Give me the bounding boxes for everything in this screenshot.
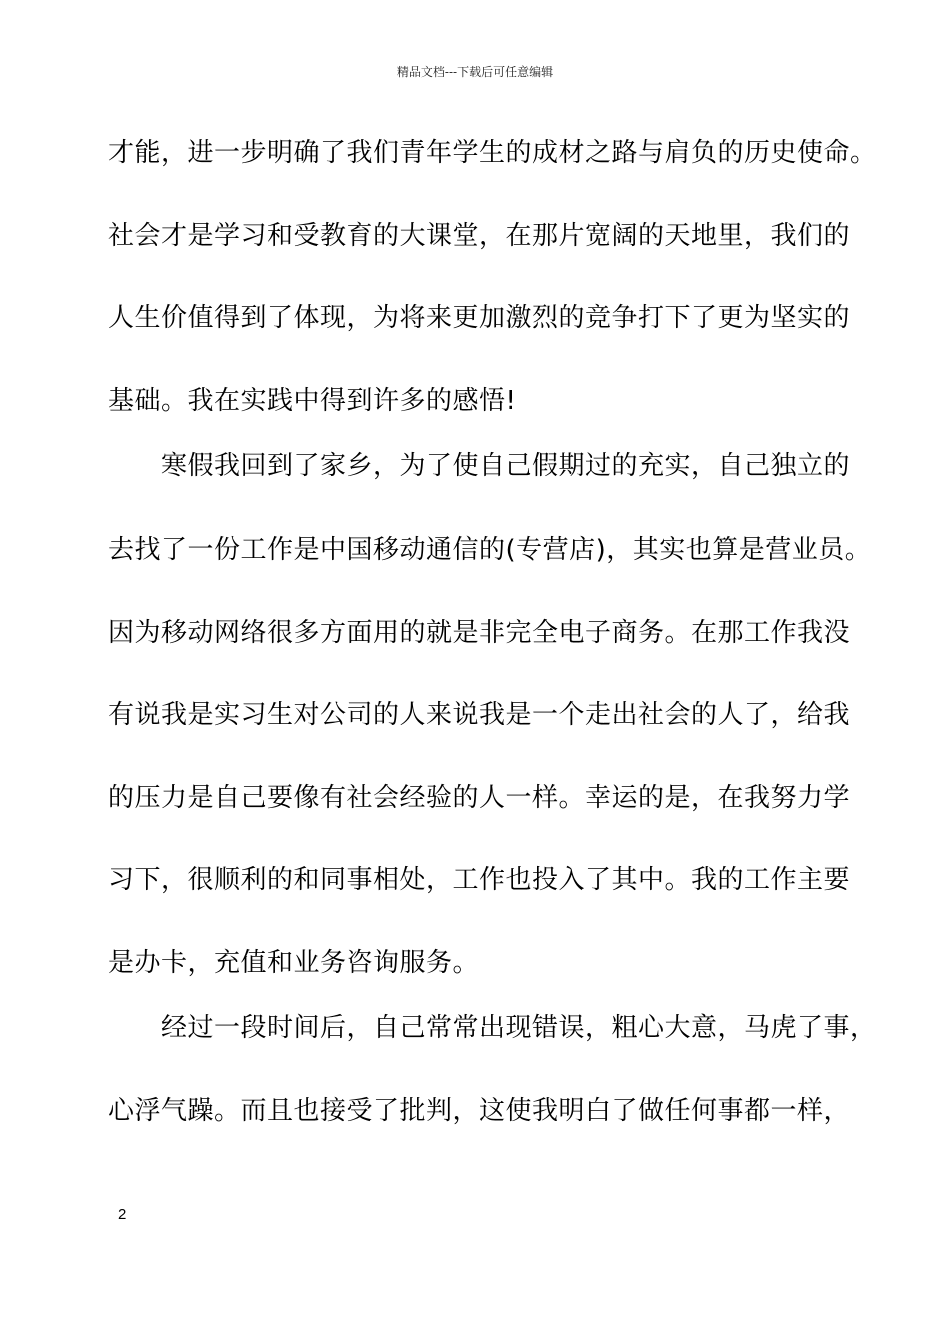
text-line: 有说我是实习生对公司的人来说我是一个走出社会的人了，给我: [108, 700, 851, 730]
text-line: 习下，很顺利的和同事相处，工作也投入了其中。我的工作主要: [108, 865, 851, 895]
text-line: 才能，进一步明确了我们青年学生的成材之路与肩负的历史使命。: [108, 138, 877, 168]
page-number: 2: [118, 1206, 127, 1223]
text-line: 基础。我在实践中得到许多的感悟!: [108, 386, 517, 416]
text-line: 是办卡，充值和业务咨询服务。: [108, 948, 480, 978]
text-line: 的压力是自己要像有社会经验的人一样。幸运的是，在我努力学: [108, 783, 851, 813]
page-header: 精品文档---下载后可任意编辑: [396, 65, 554, 79]
text-line: 经过一段时间后，自己常常出现错误，粗心大意，马虎了事，: [108, 1013, 877, 1043]
text-line: 社会才是学习和受教育的大课堂，在那片宽阔的天地里，我们的: [108, 221, 851, 251]
text-line: 心浮气躁。而且也接受了批判，这使我明白了做任何事都一样，: [108, 1096, 851, 1126]
text-line: 因为移动网络很多方面用的就是非完全电子商务。在那工作我没: [108, 618, 851, 648]
text-line: 人生价值得到了体现，为将来更加激烈的竞争打下了更为坚实的: [108, 303, 851, 333]
text-line: 寒假我回到了家乡，为了使自己假期过的充实，自己独立的: [108, 451, 851, 481]
text-line: 去找了一份工作是中国移动通信的(专营店)，其实也算是营业员。: [108, 535, 872, 565]
